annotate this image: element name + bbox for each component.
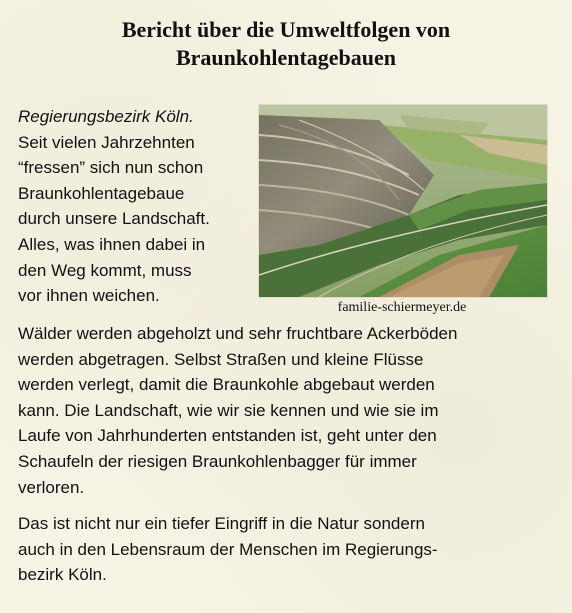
body-line: Schaufeln der riesigen Braunkohlenbagger für immer [18, 451, 417, 471]
body-line: Laufe von Jahrhunderten entstanden ist, geht unter den [18, 426, 437, 446]
body-line: kann. Die Landschaft, wie wir sie kennen und wie sie im [18, 400, 439, 420]
open-pit-mine-photo [258, 104, 548, 298]
lead-line: “fressen” sich nun schon [18, 158, 204, 178]
title-line-1: Bericht über die Umweltfolgen von [121, 17, 451, 42]
body-paragraph-2 [18, 511, 563, 588]
body-line: bezirk Köln. [18, 565, 107, 585]
aerial-landscape-image [259, 105, 547, 297]
lead-line: durch unsere Landschaft. [18, 209, 210, 229]
body-line: Das ist nicht nur ein tiefer Eingriff in die Natur sondern [18, 514, 425, 533]
body-line: werden verlegt, damit die Braunkohle abgebaut werden [18, 375, 435, 395]
report-title [0, 16, 572, 72]
body-line: verloren. [18, 477, 85, 497]
lead-line: Seit vielen Jahrzehnten [18, 132, 195, 152]
lead-line: Alles, was ihnen dabei in [18, 234, 206, 254]
photo-caption: familie-schiermeyer.de [337, 300, 467, 315]
lead-line: vor ihnen weichen. [18, 286, 160, 306]
lead-paragraph [18, 104, 254, 309]
title-line-2: Braunkohlentagebauen [175, 45, 397, 70]
body-paragraph-1 [18, 321, 563, 500]
lead-line: den Weg kommt, muss [18, 260, 192, 280]
body-line: Wälder werden abgeholzt und sehr fruchtbare Ackerböden [18, 324, 458, 343]
lead-line: Braunkohlentagebaue [18, 183, 185, 203]
body-line: auch in den Lebensraum der Menschen im Regierungs- [18, 539, 438, 559]
body-line: werden abgetragen. Selbst Straßen und kleine Flüsse [18, 349, 424, 369]
region-label: Regierungsbezirk Köln. [18, 107, 194, 126]
